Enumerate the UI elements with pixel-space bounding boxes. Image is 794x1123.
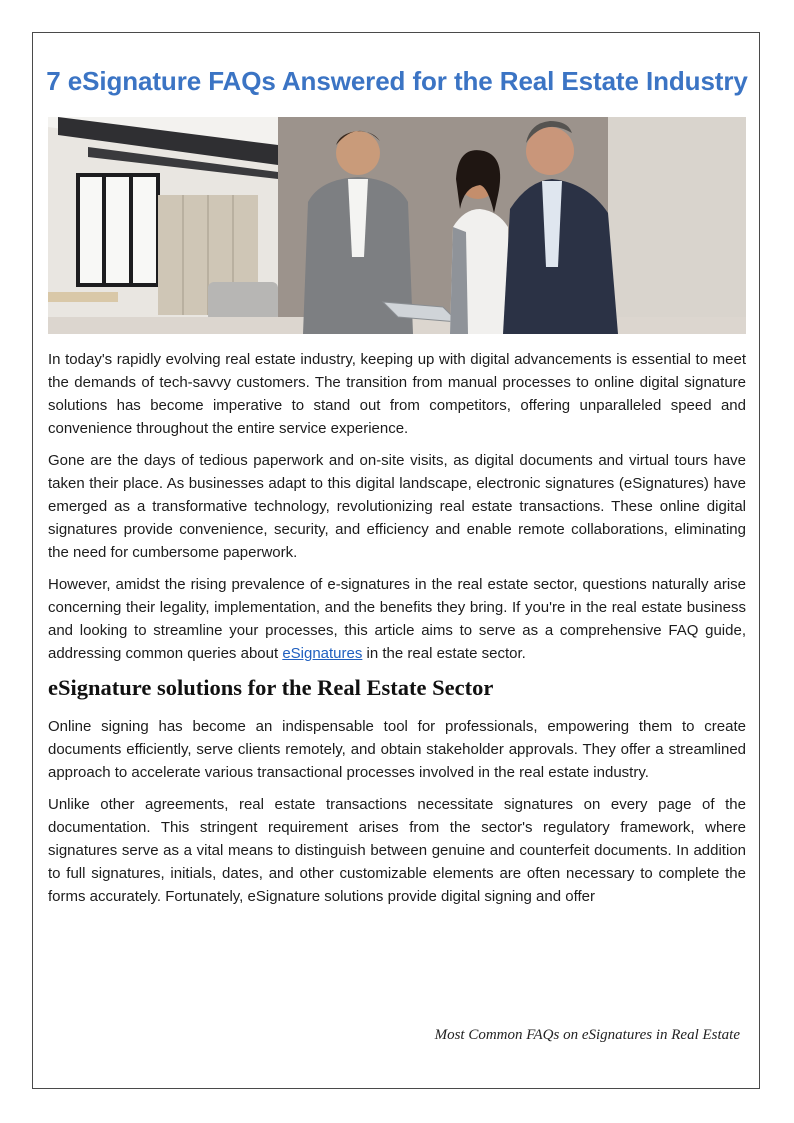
people-meeting-image xyxy=(48,117,746,334)
page-title: 7 eSignature FAQs Answered for the Real Estate Industry xyxy=(46,66,748,96)
intro-paragraph-with-link xyxy=(48,573,746,665)
intro-paragraph: Gone are the days of tedious paperwork and on-site visits, as digital documents and virtual tours have taken their place. As businesses adapt to this digital landscape, electronic signatures (eSignatures) have emerged as a transformative technology, revolutionizing real estate transactions. These online digital signatures provide convenience, security, and efficiency and enable remote collaborations, eliminating the need for cumbersome paperwork. xyxy=(48,452,746,561)
section-paragraph: Unlike other agreements, real estate transactions necessitate signatures on every page of the documentation. This stringent requirement arises from the sector's regulatory framework, where signatures serve as a vital means to distinguish between genuine and counterfeit documents. In addition to full signatures, initials, dates, and other customizable elements are often necessary to complete the forms accurately. Fortunately, eSignature solutions provide digital signing and offer xyxy=(48,796,746,905)
intro-paragraph: In today's rapidly evolving real estate industry, keeping up with digital advancements is essential to meet the demands of tech-savvy customers. The transition from manual processes to online digital signature solutions has become imperative to stand out from competitors, offering unparalleled speed and convenience throughout the entire service experience. xyxy=(48,351,746,437)
paragraph-text: However, amidst the rising prevalence of e-signatures in the real estate sector, questions naturally arise concerning their legality, implementation, and the benefits they bring. If you're in the real estate business and looking to streamline your processes, this article aims to serve as a comprehensive FAQ guide, addressing common queries about xyxy=(48,576,746,662)
section-paragraph: Online signing has become an indispensable tool for professionals, empowering them to create documents efficiently, serve clients remotely, and obtain stakeholder approvals. They offer a streamlined approach to accelerate various transactional processes involved in the real estate industry. xyxy=(48,718,746,781)
article-body xyxy=(48,348,746,917)
section-heading: eSignature solutions for the Real Estate Sector xyxy=(48,675,494,700)
esignatures-link[interactable]: eSignatures xyxy=(282,645,363,662)
footer-caption: Most Common FAQs on eSignatures in Real Estate xyxy=(434,1027,740,1043)
paragraph-text: in the real estate sector. xyxy=(362,645,526,662)
